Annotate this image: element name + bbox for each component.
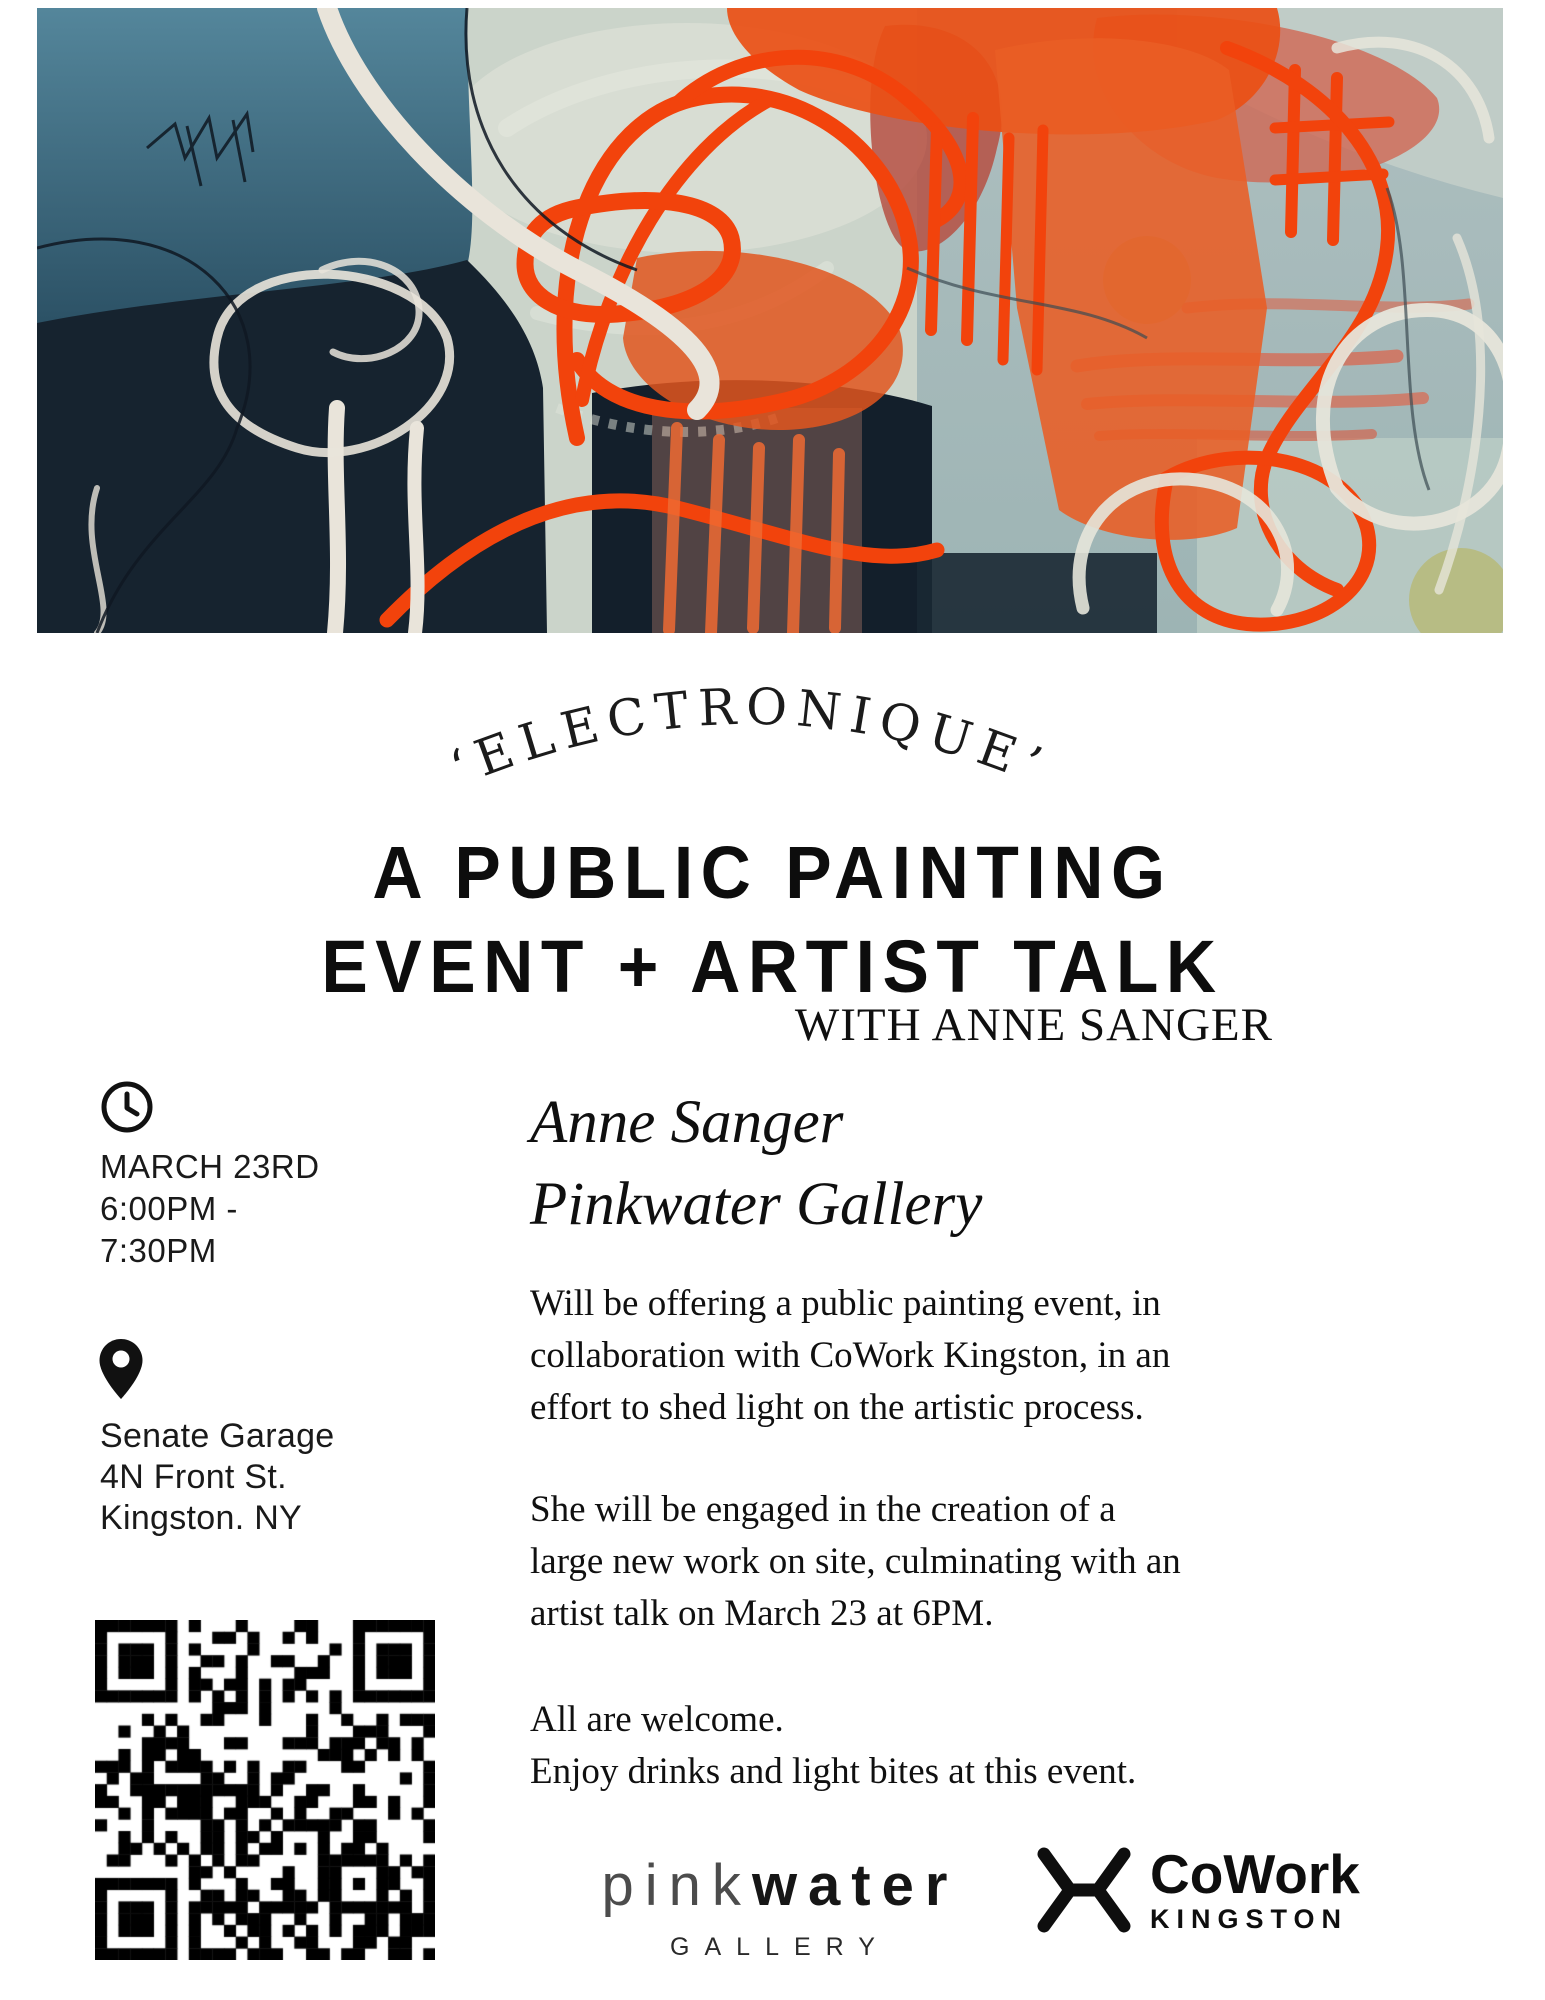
headline-line-2: EVENT + ARTIST TALK (321, 925, 1224, 1008)
paragraph-line: collaboration with CoWork Kingston, in an (530, 1335, 1171, 1376)
cowork-name: CoWork (1150, 1842, 1360, 1905)
paragraph-line: effort to shed light on the artistic process. (530, 1387, 1144, 1428)
paragraph-line: She will be engaged in the creation of a (530, 1489, 1116, 1530)
event-time-end: 7:30PM (100, 1232, 217, 1269)
clock-icon (100, 1080, 154, 1134)
artist-name: Anne Sanger (530, 1089, 844, 1156)
cowork-logo-text (1150, 1842, 1360, 1935)
venue-street: 4N Front St. (100, 1458, 287, 1496)
event-date: MARCH 23RD (100, 1148, 320, 1185)
paragraph-line: Enjoy drinks and light bites at this event. (530, 1751, 1137, 1792)
cowork-kingston-logo (1032, 1842, 1360, 1938)
paragraph-line: All are welcome. (530, 1699, 784, 1740)
paragraph-line: Will be offering a public painting event, in (530, 1283, 1161, 1324)
event-location (100, 1416, 335, 1539)
exhibition-title: ‘ELECTRONIQUE’ (442, 677, 1058, 798)
svg-text:‘ELECTRONIQUE’ (442, 678, 1057, 798)
pinkwater-logo-gallery-subtext: GALLERY (670, 1933, 890, 1961)
qr-code (95, 1620, 435, 1960)
artist-intro (530, 1082, 982, 1246)
headline-line-1: A PUBLIC PAINTING (372, 831, 1173, 914)
event-schedule (100, 1146, 320, 1272)
artwork-abstract-painting (37, 8, 1503, 633)
venue-city: Kingston. NY (100, 1499, 303, 1537)
paragraph-line: large new work on site, culminating with an (530, 1541, 1181, 1582)
body-paragraph-1 (530, 1278, 1170, 1434)
pinkwater-logo-water: water (751, 1853, 959, 1918)
pinkwater-logo-wordmark (560, 1852, 1000, 1919)
body-paragraph-2 (530, 1484, 1181, 1640)
cowork-logo-icon (1032, 1842, 1136, 1938)
gallery-name: Pinkwater Gallery (530, 1171, 983, 1238)
event-time-start: 6:00PM - (100, 1190, 238, 1227)
pinkwater-gallery-logo (560, 1852, 1000, 1962)
headline-subtitle: WITH ANNE SANGER (794, 999, 1273, 1051)
cowork-kingston-subtext: KINGSTON (1150, 1903, 1349, 1934)
venue-name: Senate Garage (100, 1417, 335, 1455)
pinkwater-logo-pink: pink (601, 1853, 752, 1918)
location-pin-icon (98, 1338, 144, 1400)
paragraph-line: artist talk on March 23 at 6PM. (530, 1593, 994, 1634)
body-paragraph-3 (530, 1694, 1136, 1798)
exhibition-title-arc (350, 645, 1150, 845)
headline (46, 826, 1498, 1014)
